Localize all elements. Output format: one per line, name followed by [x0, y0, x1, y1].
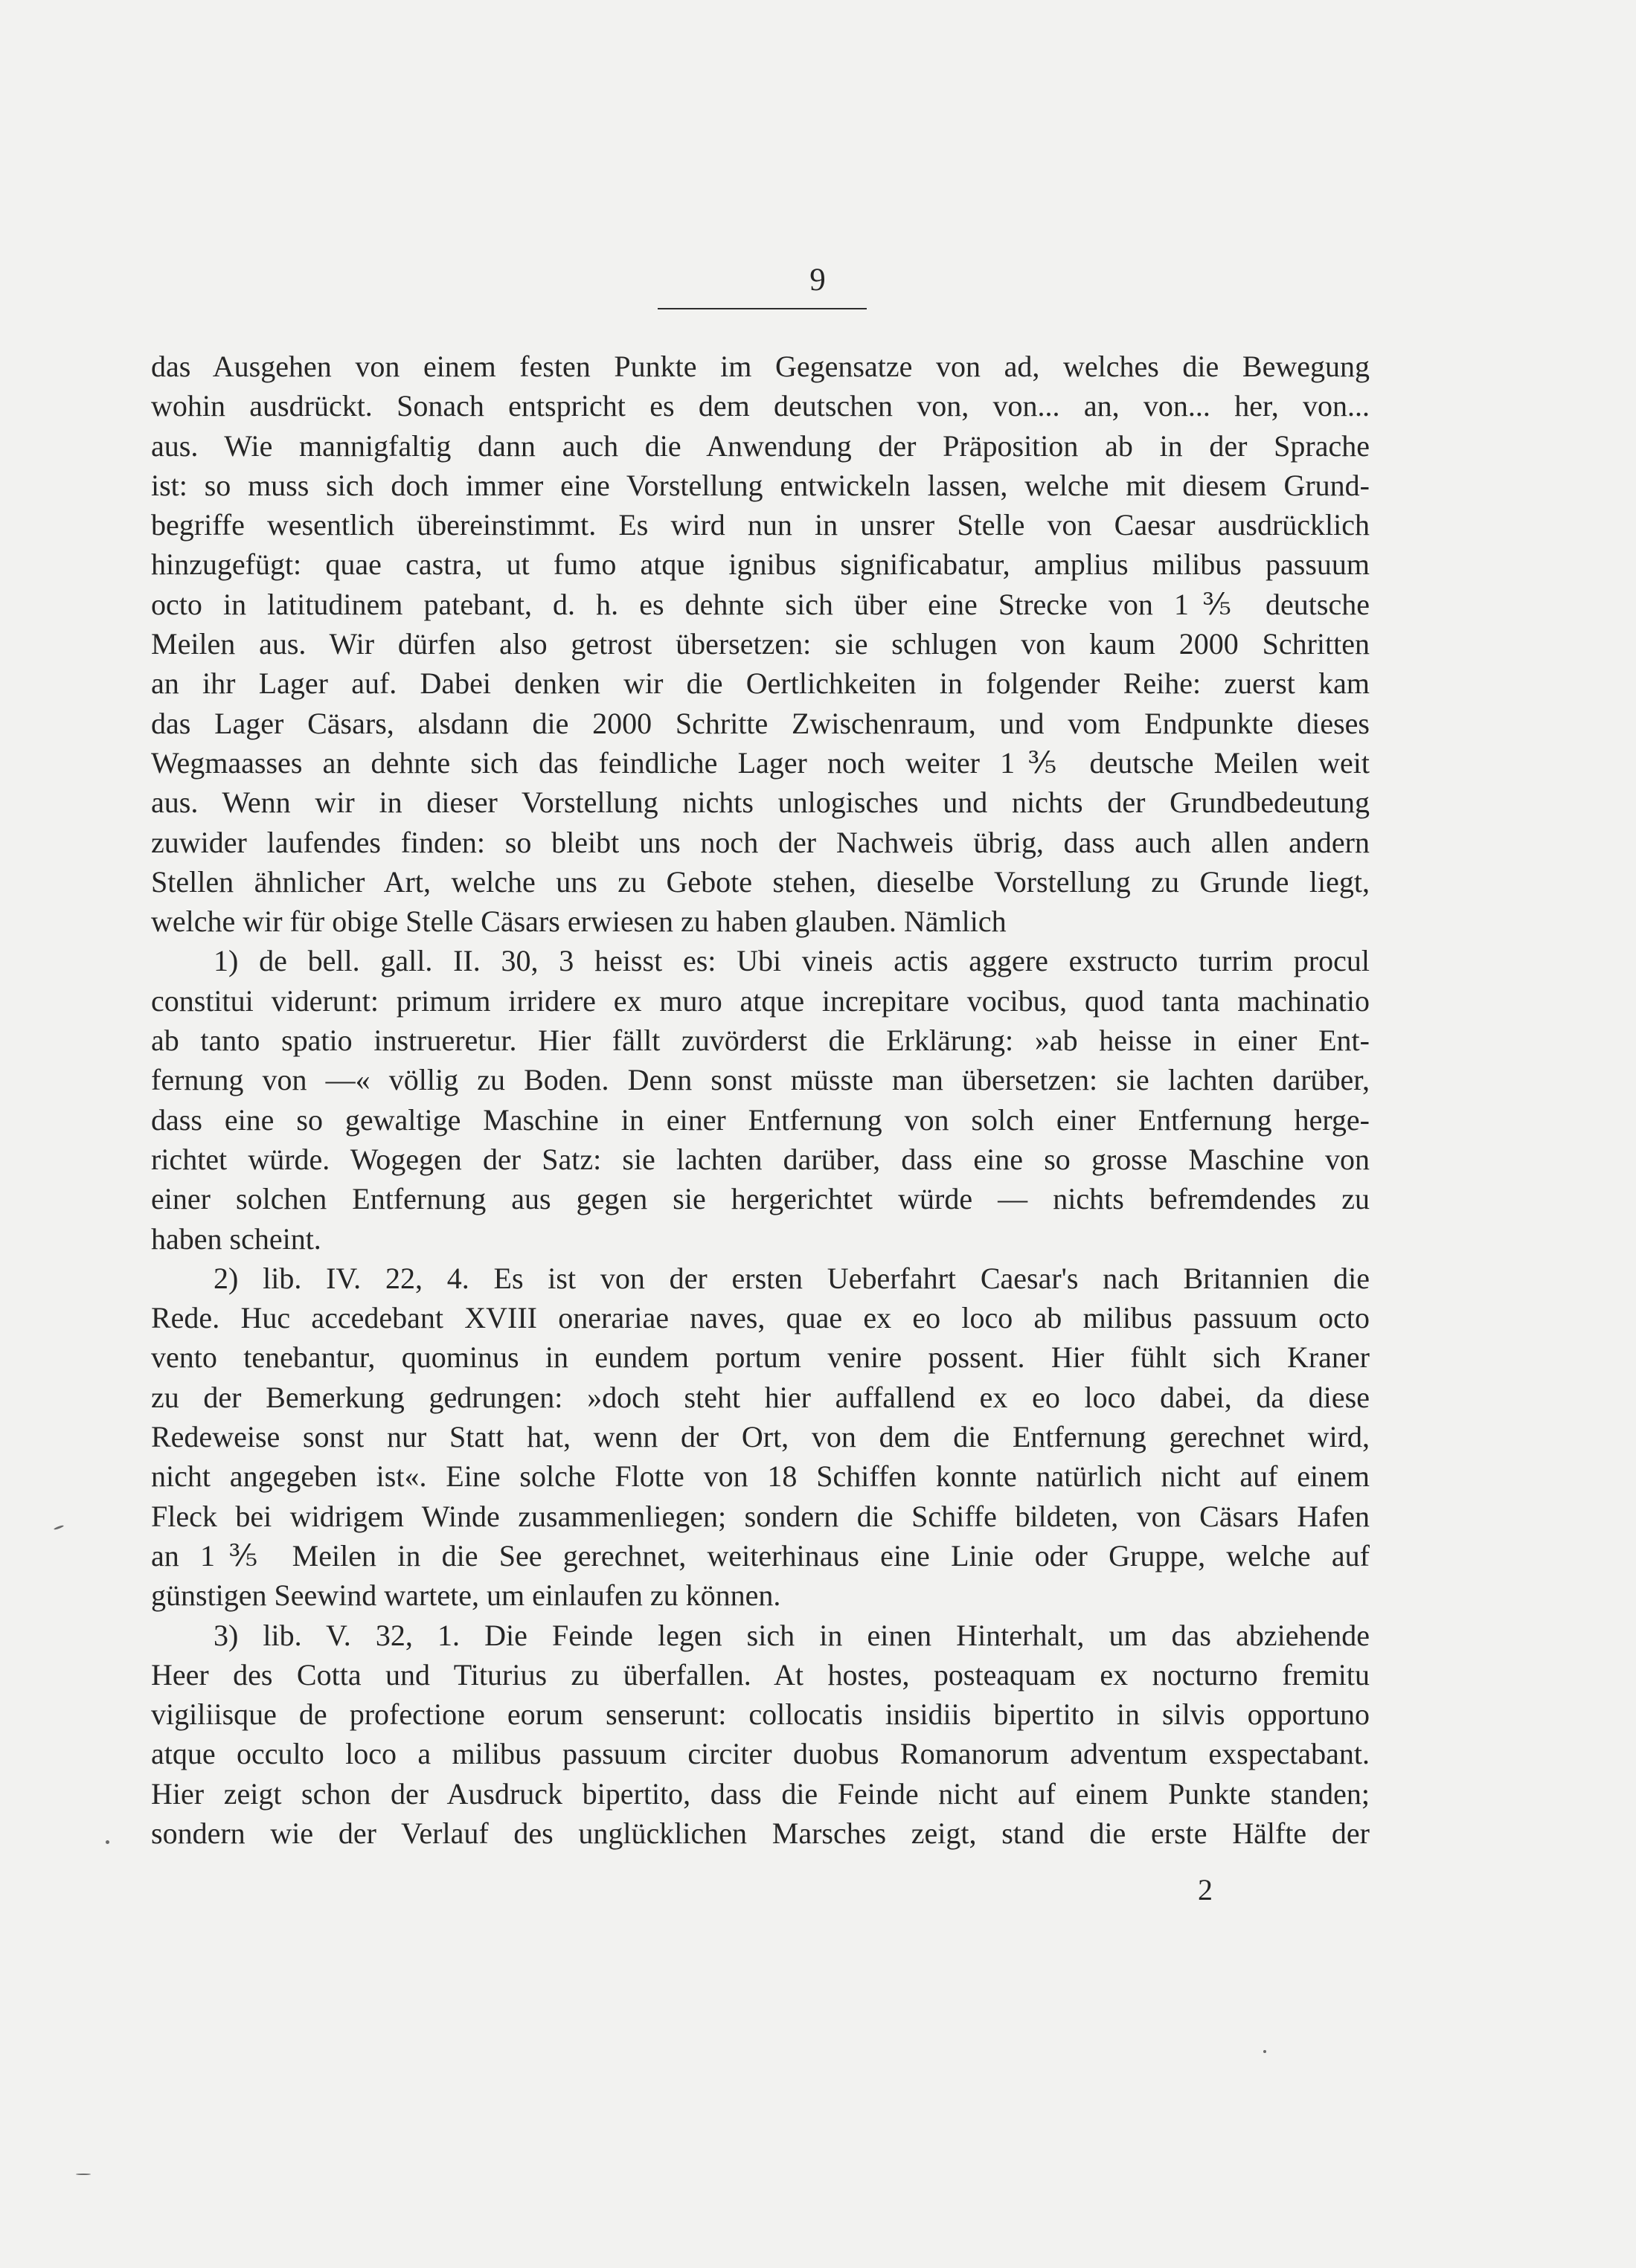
text-line: sondern wie der Verlauf des unglücklichen Marsches zeigt, stand die erste Hälfte der	[151, 1816, 1370, 1850]
text-line: das Lager Cäsars, alsdann die 2000 Schritte Zwischenraum, und vom Endpunkte dieses	[151, 706, 1370, 740]
text-line: zu der Bemerkung gedrungen: »doch steht hier auffallend ex eo loco dabei, da diese	[151, 1380, 1370, 1414]
text-line: 2) lib. IV. 22, 4. Es ist von der ersten Ueberfahrt Caesar's nach Britannien die	[214, 1261, 1370, 1295]
text-line: constitui viderunt: primum irridere ex muro atque increpitare vocibus, quod tanta machinatio	[151, 983, 1370, 1018]
text-line: vigiliisque de profectione eorum senserunt: collocatis insidiis bipertito in silvis opportuno	[151, 1697, 1370, 1732]
paper-speck	[54, 1525, 64, 1531]
text-line: günstigen Seewind wartete, um einlaufen zu können.	[151, 1578, 781, 1613]
text-line: 1) de bell. gall. II. 30, 3 heisst es: Ubi vineis actis aggere exstructo turrim procul	[214, 944, 1370, 978]
text-line: an 1⅗ Meilen in die See gerechnet, weiterhinaus eine Linie oder Gruppe, welche auf	[151, 1538, 1370, 1572]
text-line: Meilen aus. Wir dürfen also getrost übersetzen: sie schlugen von kaum 2000 Schritten	[151, 627, 1370, 661]
text-line: das Ausgehen von einem festen Punkte im Gegensatze von ad, welches die Bewegung	[151, 350, 1370, 383]
text-line: ist: so muss sich doch immer eine Vorstellung entwickeln lassen, welche mit diesem Grund-	[151, 468, 1370, 502]
text-line: wohin ausdrückt. Sonach entspricht es dem deutschen von, von... an, von... her, von...	[151, 389, 1370, 423]
text-line: 3) lib. V. 32, 1. Die Feinde legen sich in einen Hinterhalt, um das abziehende	[214, 1618, 1370, 1652]
text-line: haben scheint.	[151, 1221, 321, 1256]
text-line: an ihr Lager auf. Dabei denken wir die Oertlichkeiten in folgender Reihe: zuerst kam	[151, 666, 1370, 701]
paper-speck	[1263, 2050, 1266, 2053]
text-line: aus. Wie mannigfaltig dann auch die Anwendung der Präposition ab in der Sprache	[151, 428, 1370, 463]
page-number: 9	[809, 263, 827, 298]
text-line: Rede. Huc accedebant XVIII onerariae naves, quae ex eo loco ab milibus passuum octo	[151, 1301, 1370, 1335]
text-line: octo in latitudinem patebant, d. h. es dehnte sich über eine Strecke von 1⅗ deutsche	[151, 587, 1370, 621]
text-line: Hier zeigt schon der Ausdruck bipertito, dass die Feinde nicht auf einem Punkte standen;	[151, 1776, 1370, 1811]
text-line: atque occulto loco a milibus passuum circiter duobus Romanorum adventum exspectabant.	[151, 1737, 1370, 1771]
text-line: Fleck bei widrigem Winde zusammenliegen; sondern die Schiffe bildeten, von Cäsars Hafen	[151, 1499, 1370, 1533]
header-rule	[658, 308, 867, 309]
text-line: zuwider laufendes finden: so bleibt uns noch der Nachweis übrig, dass auch allen andern	[151, 825, 1370, 859]
text-line: vento tenebantur, quominus in eundem portum venire possent. Hier fühlt sich Kraner	[151, 1340, 1370, 1375]
text-line: Heer des Cotta und Titurius zu überfallen. At hostes, posteaquam ex nocturno fremitu	[151, 1657, 1370, 1692]
paper-speck	[106, 1840, 109, 1844]
paper-speck	[76, 2174, 91, 2175]
text-line: ab tanto spatio instrueretur. Hier fällt zuvörderst die Erklärung: »ab heisse in einer Ent-	[151, 1024, 1370, 1058]
text-line: aus. Wenn wir in dieser Vorstellung nichts unlogisches und nichts der Grundbedeutung	[151, 786, 1370, 820]
text-line: welche wir für obige Stelle Cäsars erwiesen zu haben glauben. Nämlich	[151, 905, 1007, 939]
text-line: Redeweise sonst nur Statt hat, wenn der Ort, von dem die Entfernung gerechnet wird,	[151, 1420, 1370, 1454]
text-line: hinzugefügt: quae castra, ut fumo atque ignibus significabatur, amplius milibus passuum	[151, 547, 1370, 582]
body-text	[151, 347, 1370, 1853]
text-line: dass eine so gewaltige Maschine in einer Entfernung von solch einer Entfernung herge-	[151, 1102, 1370, 1137]
text-line: nicht angegeben ist«. Eine solche Flotte von 18 Schiffen konnte natürlich nicht auf einem	[151, 1459, 1370, 1494]
text-line: richtet würde. Wogegen der Satz: sie lachten darüber, dass eine so grosse Maschine von	[151, 1142, 1370, 1176]
text-line: begriffe wesentlich übereinstimmt. Es wird nun in unsrer Stelle von Caesar ausdrücklich	[151, 508, 1370, 542]
text-line: fernung von —« völlig zu Boden. Denn sonst müsste man übersetzen: sie lachten darüber,	[151, 1063, 1370, 1097]
text-line: Wegmaasses an dehnte sich das feindliche Lager noch weiter 1⅗ deutsche Meilen weit	[151, 745, 1370, 780]
text-line: Stellen ähnlicher Art, welche uns zu Gebote stehen, dieselbe Vorstellung zu Grunde liegt,	[151, 864, 1370, 899]
signature-mark: 2	[1198, 1873, 1213, 1906]
text-line: einer solchen Entfernung aus gegen sie hergerichtet würde — nichts befremdendes zu	[151, 1182, 1370, 1216]
